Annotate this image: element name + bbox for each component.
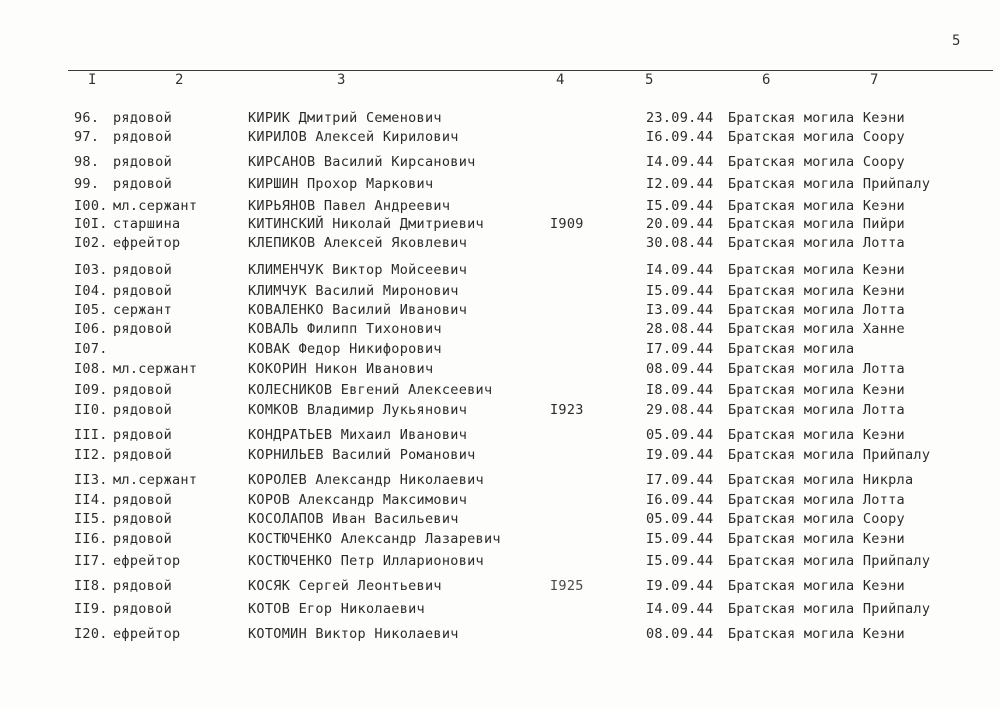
row-date: 08.09.44: [646, 626, 714, 642]
row-rank: рядовой: [113, 283, 172, 299]
row-burial: Братская могила Лотта: [728, 302, 905, 318]
row-number: II9.: [74, 601, 108, 617]
row-number: II3.: [74, 472, 108, 488]
row-name: КИРШИН Прохор Маркович: [248, 176, 434, 192]
table-row: [0, 110, 1000, 130]
row-date: I5.09.44: [646, 531, 714, 547]
row-name: КИРЬЯНОВ Павел Андреевич: [248, 198, 451, 214]
row-burial: Братская могила Прийпалу: [728, 601, 931, 617]
row-rank: рядовой: [113, 578, 172, 594]
row-name: КОВАЛЕНКО Василий Иванович: [248, 302, 468, 318]
row-burial: Братская могила Соору: [728, 129, 905, 145]
column-header-6: 6: [762, 72, 771, 88]
table-row: [0, 382, 1000, 402]
row-date: I5.09.44: [646, 553, 714, 569]
row-name: КЛИМЕНЧУК Виктор Мойсеевич: [248, 262, 468, 278]
row-number: I05.: [74, 302, 108, 318]
row-number: I07.: [74, 341, 108, 357]
table-row: [0, 321, 1000, 341]
row-burial: Братская могила Лотта: [728, 492, 905, 508]
row-date: I5.09.44: [646, 198, 714, 214]
table-row: [0, 601, 1000, 621]
table-row: [0, 129, 1000, 149]
row-name: КОВАК Федор Никифорович: [248, 341, 442, 357]
row-number: I08.: [74, 361, 108, 377]
row-number: II2.: [74, 447, 108, 463]
row-rank: рядовой: [113, 110, 172, 126]
row-name: КОРОВ Александр Максимович: [248, 492, 468, 508]
row-name: КОРОЛЕВ Александр Николаевич: [248, 472, 484, 488]
row-name: КИРИЛОВ Алексей Кирилович: [248, 129, 459, 145]
row-rank: рядовой: [113, 382, 172, 398]
row-name: КОНДРАТЬЕВ Михаил Иванович: [248, 427, 468, 443]
row-name: КОМКОВ Владимир Лукьянович: [248, 402, 468, 418]
row-name: КЛЕПИКОВ Алексей Яковлевич: [248, 235, 468, 251]
row-rank: рядовой: [113, 427, 172, 443]
row-burial: Братская могила Прийпалу: [728, 447, 931, 463]
row-number: 97.: [74, 129, 100, 145]
row-date: I7.09.44: [646, 472, 714, 488]
row-number: 96.: [74, 110, 100, 126]
row-date: I2.09.44: [646, 176, 714, 192]
table-row: [0, 235, 1000, 255]
row-rank: рядовой: [113, 492, 172, 508]
table-row: [0, 553, 1000, 573]
page-number: 5: [952, 33, 961, 49]
row-rank: рядовой: [113, 511, 172, 527]
row-name: КИТИНСКИЙ Николай Дмитриевич: [248, 216, 484, 232]
table-row: [0, 262, 1000, 282]
row-burial: Братская могила: [728, 341, 855, 357]
row-number: II5.: [74, 511, 108, 527]
row-date: 08.09.44: [646, 361, 714, 377]
row-rank: мл.сержант: [113, 198, 198, 214]
row-burial: Братская могила Никрла: [728, 472, 914, 488]
row-rank: рядовой: [113, 601, 172, 617]
row-date: I5.09.44: [646, 283, 714, 299]
row-number: I00.: [74, 198, 108, 214]
row-number: II4.: [74, 492, 108, 508]
row-burial: Братская могила Кеэни: [728, 531, 905, 547]
row-rank: старшина: [113, 216, 181, 232]
row-burial: Братская могила Кеэни: [728, 626, 905, 642]
table-row: [0, 154, 1000, 174]
row-name: КОСТЮЧЕНКО Александр Лазаревич: [248, 531, 501, 547]
row-date: I3.09.44: [646, 302, 714, 318]
row-date: I7.09.44: [646, 341, 714, 357]
row-name: КОКОРИН Никон Иванович: [248, 361, 434, 377]
row-date: I4.09.44: [646, 601, 714, 617]
row-burial: Братская могила Кеэни: [728, 262, 905, 278]
row-burial: Братская могила Прийпалу: [728, 553, 931, 569]
row-number: II6.: [74, 531, 108, 547]
table-row: [0, 578, 1000, 598]
row-burial: Братская могила Ханне: [728, 321, 905, 337]
row-date: 23.09.44: [646, 110, 714, 126]
table-row: [0, 472, 1000, 492]
column-header-5: 5: [645, 72, 654, 88]
row-name: КИРИК Дмитрий Семенович: [248, 110, 442, 126]
row-year: I925: [550, 578, 584, 594]
row-name: КОСТЮЧЕНКО Петр Илларионович: [248, 553, 484, 569]
row-number: 99.: [74, 176, 100, 192]
row-burial: Братская могила Кеэни: [728, 578, 905, 594]
table-row: [0, 216, 1000, 236]
row-name: КОСЯК Сергей Леонтьевич: [248, 578, 442, 594]
row-name: КОВАЛЬ Филипп Тихонович: [248, 321, 442, 337]
row-date: I6.09.44: [646, 492, 714, 508]
row-number: 98.: [74, 154, 100, 170]
row-name: КОРНИЛЬЕВ Василий Романович: [248, 447, 476, 463]
row-rank: рядовой: [113, 447, 172, 463]
row-rank: мл.сержант: [113, 472, 198, 488]
row-number: I02.: [74, 235, 108, 251]
table-row: [0, 427, 1000, 447]
row-burial: Братская могила Кеэни: [728, 382, 905, 398]
row-date: I9.09.44: [646, 578, 714, 594]
table-row: [0, 176, 1000, 196]
table-row: [0, 283, 1000, 303]
row-rank: рядовой: [113, 154, 172, 170]
table-row: [0, 626, 1000, 646]
row-rank: ефрейтор: [113, 235, 181, 251]
row-burial: Братская могила Кеэни: [728, 427, 905, 443]
row-date: 28.08.44: [646, 321, 714, 337]
row-date: I6.09.44: [646, 129, 714, 145]
row-number: II8.: [74, 578, 108, 594]
row-rank: рядовой: [113, 262, 172, 278]
row-date: 30.08.44: [646, 235, 714, 251]
row-date: I9.09.44: [646, 447, 714, 463]
row-number: I20.: [74, 626, 108, 642]
row-name: КОЛЕСНИКОВ Евгений Алексеевич: [248, 382, 493, 398]
row-date: 05.09.44: [646, 511, 714, 527]
row-rank: мл.сержант: [113, 361, 198, 377]
table-row: [0, 492, 1000, 512]
row-year: I909: [550, 216, 584, 232]
table-row: [0, 402, 1000, 422]
row-burial: Братская могила Соору: [728, 511, 905, 527]
row-rank: ефрейтор: [113, 626, 181, 642]
row-name: КОТОМИН Виктор Николаевич: [248, 626, 459, 642]
row-burial: Братская могила Лотта: [728, 402, 905, 418]
table-row: [0, 341, 1000, 361]
row-burial: Братская могила Кеэни: [728, 198, 905, 214]
column-header-3: 3: [337, 72, 346, 88]
row-number: I04.: [74, 283, 108, 299]
row-date: I8.09.44: [646, 382, 714, 398]
table-row: [0, 531, 1000, 551]
row-rank: сержант: [113, 302, 172, 318]
row-rank: рядовой: [113, 531, 172, 547]
row-date: I4.09.44: [646, 262, 714, 278]
row-burial: Братская могила Кеэни: [728, 110, 905, 126]
row-date: 29.08.44: [646, 402, 714, 418]
row-burial: Братская могила Соору: [728, 154, 905, 170]
row-date: 20.09.44: [646, 216, 714, 232]
table-row: [0, 198, 1000, 218]
row-number: III.: [74, 427, 108, 443]
column-header-4: 4: [556, 72, 565, 88]
row-number: II0.: [74, 402, 108, 418]
column-header-1: I: [88, 72, 97, 88]
table-row: [0, 302, 1000, 322]
table-row: [0, 361, 1000, 381]
row-name: КИРСАНОВ Василий Кирсанович: [248, 154, 476, 170]
column-header-7: 7: [870, 72, 879, 88]
row-date: I4.09.44: [646, 154, 714, 170]
row-burial: Братская могила Лотта: [728, 361, 905, 377]
row-rank: рядовой: [113, 129, 172, 145]
row-number: I06.: [74, 321, 108, 337]
column-header-2: 2: [175, 72, 184, 88]
row-number: II7.: [74, 553, 108, 569]
row-number: I09.: [74, 382, 108, 398]
table-row: [0, 511, 1000, 531]
row-number: I03.: [74, 262, 108, 278]
row-name: КОСОЛАПОВ Иван Васильевич: [248, 511, 459, 527]
row-name: КЛИМЧУК Василий Миронович: [248, 283, 459, 299]
table-row: [0, 447, 1000, 467]
row-name: КОТОВ Егор Николаевич: [248, 601, 425, 617]
row-number: I0I.: [74, 216, 108, 232]
row-rank: рядовой: [113, 402, 172, 418]
row-burial: Братская могила Прийпалу: [728, 176, 931, 192]
row-date: 05.09.44: [646, 427, 714, 443]
row-year: I923: [550, 402, 584, 418]
row-burial: Братская могила Лотта: [728, 235, 905, 251]
row-rank: ефрейтор: [113, 553, 181, 569]
row-rank: рядовой: [113, 321, 172, 337]
row-burial: Братская могила Кеэни: [728, 283, 905, 299]
row-rank: рядовой: [113, 176, 172, 192]
row-burial: Братская могила Пийри: [728, 216, 905, 232]
